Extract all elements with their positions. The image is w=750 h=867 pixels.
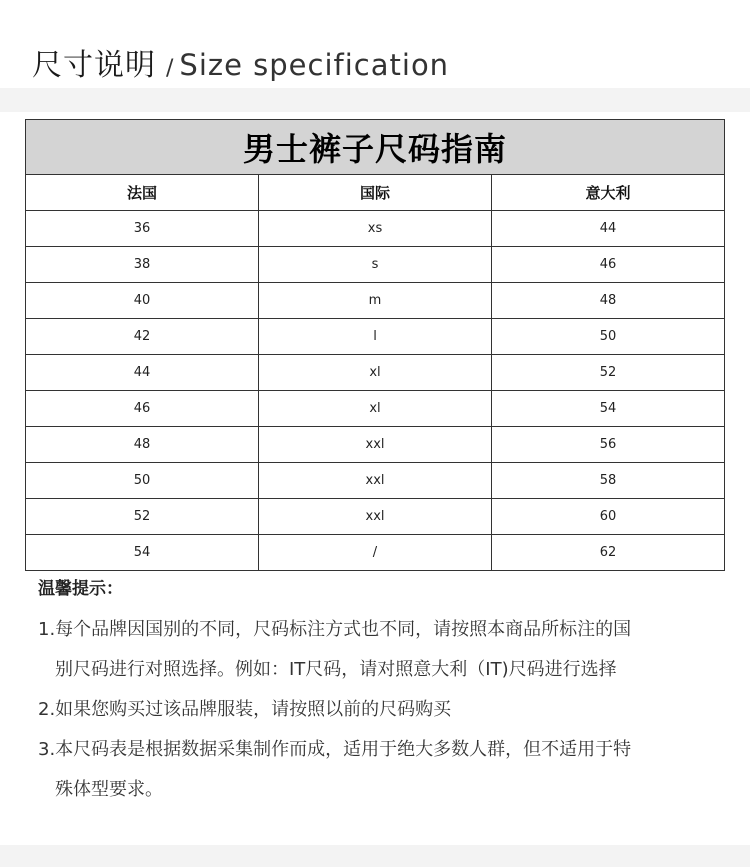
cell-international: s — [259, 247, 492, 283]
cell-france: 40 — [26, 283, 259, 319]
table-row — [26, 463, 725, 499]
table-row — [26, 535, 725, 571]
cell-international: xs — [259, 211, 492, 247]
cell-italy: 62 — [492, 535, 725, 571]
cell-italy: 56 — [492, 427, 725, 463]
header-title-cn: 尺寸说明 — [32, 48, 156, 83]
bottom-divider-band — [0, 845, 750, 867]
table-title-row — [26, 120, 725, 175]
column-header-france: 法国 — [26, 175, 259, 211]
page-header — [32, 40, 449, 84]
cell-france: 48 — [26, 427, 259, 463]
cell-italy: 46 — [492, 247, 725, 283]
cell-international: xxl — [259, 463, 492, 499]
column-header-italy: 意大利 — [492, 175, 725, 211]
cell-italy: 52 — [492, 355, 725, 391]
cell-international: xxl — [259, 499, 492, 535]
tip-item-3 — [38, 730, 718, 810]
cell-international: xl — [259, 391, 492, 427]
tip-3-line-1: 3.本尺码表是根据数据采集制作而成，适用于绝大多数人群，但不适用于特 — [38, 739, 632, 760]
tip-3-line-2: 殊体型要求。 — [55, 779, 163, 800]
table-row — [26, 247, 725, 283]
header-separator: / — [166, 56, 174, 81]
tip-1-line-2: 别尺码进行对照选择。例如：IT尺码，请对照意大利（IT)尺码进行选择 — [55, 659, 617, 680]
cell-france: 54 — [26, 535, 259, 571]
cell-france: 52 — [26, 499, 259, 535]
cell-italy: 58 — [492, 463, 725, 499]
cell-international: m — [259, 283, 492, 319]
top-divider-band — [0, 88, 750, 112]
cell-international: xxl — [259, 427, 492, 463]
tip-item-2 — [38, 690, 718, 730]
cell-france: 44 — [26, 355, 259, 391]
cell-international: l — [259, 319, 492, 355]
table-row — [26, 391, 725, 427]
table-row — [26, 499, 725, 535]
tip-2-line-1: 2.如果您购买过该品牌服装，请按照以前的尺码购买 — [38, 699, 452, 720]
size-table — [25, 119, 725, 571]
cell-italy: 54 — [492, 391, 725, 427]
table-row — [26, 319, 725, 355]
cell-france: 50 — [26, 463, 259, 499]
table-title: 男士裤子尺码指南 — [26, 120, 725, 175]
header-title-en: Size specification — [179, 48, 450, 82]
cell-international: / — [259, 535, 492, 571]
cell-international: xl — [259, 355, 492, 391]
tips-title: 温馨提示： — [38, 579, 123, 599]
table-header-row — [26, 175, 725, 211]
table-row — [26, 211, 725, 247]
cell-italy: 44 — [492, 211, 725, 247]
cell-france: 36 — [26, 211, 259, 247]
table-row — [26, 355, 725, 391]
column-header-international: 国际 — [259, 175, 492, 211]
tip-1-line-1: 1.每个品牌因国别的不同，尺码标注方式也不同，请按照本商品所标注的国 — [38, 619, 632, 640]
cell-italy: 60 — [492, 499, 725, 535]
tips-list — [38, 610, 718, 810]
table-row — [26, 427, 725, 463]
cell-france: 38 — [26, 247, 259, 283]
cell-italy: 48 — [492, 283, 725, 319]
cell-italy: 50 — [492, 319, 725, 355]
tip-item-1 — [38, 610, 718, 690]
table-row — [26, 283, 725, 319]
cell-france: 42 — [26, 319, 259, 355]
cell-france: 46 — [26, 391, 259, 427]
